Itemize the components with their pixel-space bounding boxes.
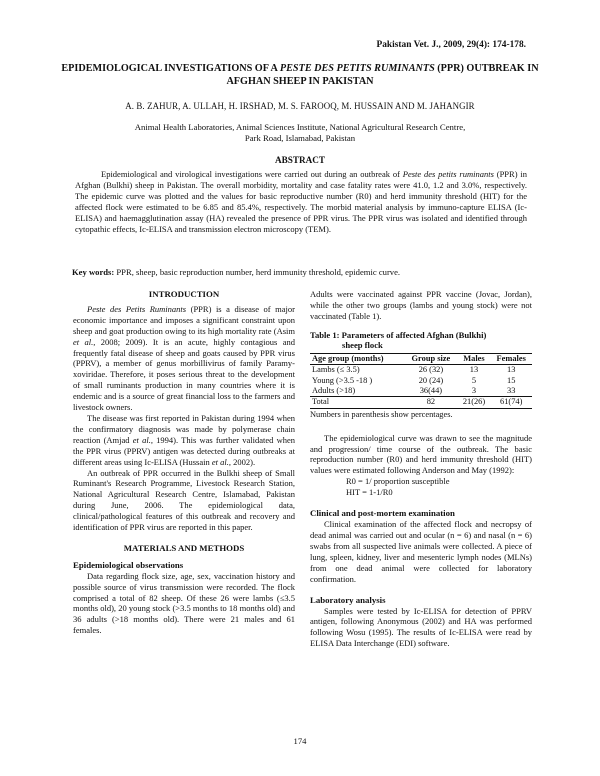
table-cell: 3 <box>471 385 477 395</box>
abstract-italic: Peste des petits ruminants <box>402 169 494 179</box>
clinical-text: Clinical examination of the affected flock and necropsy of dead animal was carried out and ocular (n = 6) and nasal (n = 6) swabs from all suspected live animals were collected. A piece of lung, spleen, kidney, liver and mesenteric lymph nodes (MLNs) from one dead animal were collected for laboratory confirmation. <box>310 519 532 584</box>
intro-paragraph-3: An outbreak of PPR occurred in the Bulkhi sheep of Small Ruminant's Research Programme, Livestock Research Station, National Agricultural Research Centre, Islamabad, Pakistan during June, 2006. The epidemiological data, clinical/pathological features of this outbreak and recovery and identification of PPR virus are reported in this paper. <box>73 467 295 533</box>
methods-heading: MATERIALS AND METHODS <box>123 542 245 553</box>
table-cell: Lambs (≤ 3.5) <box>312 365 360 375</box>
vaccination-paragraph: Adults were vaccinated against PPR vaccine (Jovac, Jordan), while the other two groups (lambs and young stock) were not vaccinated (Table 1). <box>310 289 532 321</box>
affiliation-line-1: Animal Health Laboratories, Animal Sciences Institute, National Agricultural Research Centre, <box>134 122 466 132</box>
table-row <box>310 386 532 397</box>
author-list: A. B. ZAHUR, A. ULLAH, H. IRSHAD, M. S. FAROOQ, M. HUSSAIN AND M. JAHANGIR <box>125 101 475 111</box>
intro-p2-text-a: The disease was first reported in Pakistan during 1994 when the confirmatory diagnosis was made by polymerase chain reaction (Amjad <box>73 412 295 445</box>
intro-paragraph-2 <box>73 413 295 468</box>
paper-title <box>60 62 540 88</box>
title-part-2: (PPR) OUTBREAK IN AFGHAN SHEEP IN PAKISTAN <box>226 63 539 87</box>
introduction-heading: INTRODUCTION <box>148 289 220 299</box>
intro-p2-etal: et al. <box>132 434 151 445</box>
epidemic-curve-paragraph: The epidemiological curve was drawn to see the magnitude and progression/ time course of the outbreak. The basic reproduction number (R0) and herd immunity threshold (HIT) values were estimated following Anderson and May (1992): <box>310 432 532 476</box>
table-cell: 15 <box>507 375 516 385</box>
abstract-part-1: Epidemiological and virological investigations were carried out during an outbreak of <box>101 169 403 179</box>
intro-paragraph-1 <box>73 304 295 413</box>
table-header-cell: Age group (months) <box>310 353 404 364</box>
intro-p2-text-c: , 2002). <box>228 456 256 467</box>
table-1-title-line-2: sheep flock <box>342 340 383 351</box>
formula-hit: HIT = 1-1/R0 <box>346 487 393 498</box>
epi-observations-heading: Epidemiological observations <box>73 559 184 570</box>
abstract-part-2: (PPR) in Afghan (Bulkhi) sheep in Pakistan. The overall morbidity, mortality and case fatality rates were 41.0, 1.2 and 3.0%, respectively. The epidemic curve was plotted and the values for basic reproductive number (R0) and herd immunity threshold (HIT) for the affected flock were estimated to be 6.85 and 85.4%, respectively. The morbid material analysis by immuno-capture ELISA (Ic-ELISA) and haemagglutination assay (HA) revealed the presence of PPR virus. The PPR virus was isolated and identified through cytopathic effects, Ic-ELISA and transmission electron microscopy (TEM). <box>75 169 527 234</box>
journal-citation: Pakistan Vet. J., 2009, 29(4): 174-178. <box>376 40 526 50</box>
table-cell: 13 <box>469 365 479 375</box>
intro-p1-text-b: , 2008; 2009). It is an acute, highly contagious and frequently fatal disease of sheep and goats caused by PPR virus (PPRV), a member of genus morbillivirus of family Paramy-xoviridae. Therefore, it poses serious threat to the development of small ruminants production in many countries where it is endemic and is a source of great financial loss to the farmers and livestock owners. <box>73 336 295 413</box>
affiliation <box>90 122 510 144</box>
abstract-heading: ABSTRACT <box>274 155 326 165</box>
table-cell: 13 <box>507 365 516 375</box>
table-cell: Total <box>310 397 404 408</box>
table-1 <box>310 353 532 409</box>
table-header-cell: Group size <box>404 353 457 364</box>
table-cell: Young (>3.5 -18 ) <box>312 375 373 385</box>
clinical-heading: Clinical and post-mortem examination <box>310 508 455 519</box>
table-cell: 21(26) <box>458 397 491 408</box>
table-1-title-line-1: Table 1: Parameters of affected Afghan (Bulkhi) <box>310 329 487 340</box>
table-cell: 26 (32) <box>418 365 444 375</box>
laboratory-text: Samples were tested by Ic-ELISA for detection of PPRV antigen, following Anonymous (2002) and HA was performed following Wosu (1995). The results of Ic-ELISA were read by ELISA Data Interchange (EDI) software. <box>310 605 532 649</box>
table-cell: 5 <box>471 375 477 385</box>
table-1-title <box>310 330 532 351</box>
keywords <box>72 267 532 277</box>
table-cell: 61(74) <box>490 397 532 408</box>
laboratory-heading: Laboratory analysis <box>310 594 386 605</box>
formula-r0: R0 = 1/ proportion susceptible <box>346 476 450 487</box>
title-italic: PESTE DES PETITS RUMINANTS <box>279 63 435 74</box>
title-part-1: EPIDEMIOLOGICAL INVESTIGATIONS OF A <box>61 63 280 74</box>
page-number: 174 <box>293 736 307 746</box>
table-cell: Adults (>18) <box>312 385 356 395</box>
table-header-row <box>310 353 532 364</box>
keywords-text: PPR, sheep, basic reproduction number, herd immunity threshold, epidemic curve. <box>114 267 401 277</box>
table-cell: 82 <box>404 397 457 408</box>
table-header-cell: Males <box>458 353 491 364</box>
table-cell: 20 (24) <box>418 375 444 385</box>
right-column <box>310 289 532 649</box>
intro-p2-etal-2: et al. <box>211 456 229 467</box>
keywords-label: Key words: <box>72 267 115 277</box>
intro-p1-text-a: (PPR) is a disease of major economic importance and imposes a significant constraint upon sheep and goat production owing to its high mortality rate (Asim <box>73 303 295 336</box>
table-cell: 36(44) <box>419 385 443 395</box>
epi-observations-text: Data regarding flock size, age, sex, vaccination history and possible source of virus transmission were recorded. The flock comprised a total of 82 sheep. Of these 26 were lambs (≤3.5 months old), 20 young stock (>3.5 months to 18 months old) and 36 adults (>18 months old). There were 21 males and 61 females. <box>73 570 295 636</box>
table-row <box>310 376 532 386</box>
abstract-text <box>75 169 527 235</box>
table-cell: 33 <box>507 385 516 395</box>
affiliation-line-2: Park Road, Islamabad, Pakistan <box>244 133 356 144</box>
table-total-row <box>310 397 532 408</box>
intro-italic: Peste des Petits Ruminants <box>87 303 187 314</box>
table-header-cell: Females <box>490 353 532 364</box>
table-row <box>310 365 532 376</box>
intro-p1-etal: et al. <box>73 336 94 347</box>
table-1-note: Numbers in parenthesis show percentages. <box>310 409 453 419</box>
left-column <box>73 287 295 636</box>
intro-p2-text-b: , 1994). This was further validated when the PPR virus (PPRV) antigen was detected during outbreaks at different areas using Ic-ELISA (Hussain <box>73 434 295 467</box>
